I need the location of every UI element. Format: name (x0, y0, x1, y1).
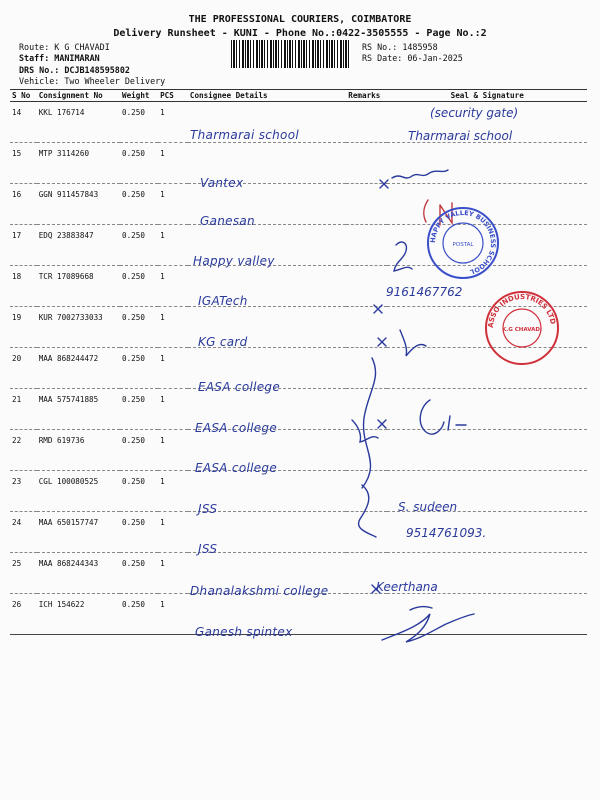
industries-stamp (484, 290, 560, 366)
pcs-cell-text: 1 (160, 395, 165, 404)
weight-cell-text: 0.250 (122, 108, 145, 117)
handwritten-note: S. sudeen (398, 500, 458, 514)
sno-cell-text: 15 (12, 149, 22, 158)
consignment-cell-text: MAA 868244472 (38, 354, 99, 363)
rs-date: RS Date: 06-Jan-2025 (362, 53, 463, 63)
weight-cell-text: 0.250 (122, 436, 145, 445)
sno-cell-text: 21 (12, 395, 22, 404)
handwritten-name: EASA college (195, 421, 278, 435)
consignment-cell-text: KKL 176714 (38, 108, 85, 117)
sno-cell-text: 23 (12, 477, 22, 486)
pcs-cell-text: 1 (160, 272, 165, 281)
weight-cell-text: 0.250 (122, 395, 145, 404)
sno-cell-text: 25 (12, 559, 22, 568)
pcs-cell-text: 1 (160, 149, 165, 158)
industries-stamp-text: ASSO INDUSTRIES LTD (486, 292, 557, 329)
pcs-cell-text: 1 (160, 354, 165, 363)
weight-cell-text: 0.250 (122, 477, 145, 486)
sno-cell-text: 26 (12, 600, 22, 609)
sno-cell-text: 18 (12, 272, 22, 281)
col-consignee: Consignee Details (188, 90, 346, 102)
consignment-cell-text: ICH 154622 (38, 600, 85, 609)
pcs-cell-text: 1 (160, 190, 165, 199)
runsheet-subtitle: Delivery Runsheet - KUNI - Phone No.:0422-3505555 - Page No.:2 (113, 28, 487, 39)
handwritten-name: Tharmarai school (190, 128, 299, 142)
consignment-cell-text: MAA 575741885 (38, 395, 99, 404)
consignment-cell-text: TCR 17089668 (38, 272, 94, 281)
rs-number: RS No.: 1485958 (362, 42, 438, 52)
sno-cell-text: 24 (12, 518, 22, 527)
handwritten-name: JSS (198, 502, 218, 516)
pcs-cell-text: 1 (160, 477, 165, 486)
consignment-cell-text: RMD 619736 (38, 436, 85, 445)
weight-cell-text: 0.250 (122, 149, 145, 158)
pcs-cell-text: 1 (160, 231, 165, 240)
consignment-cell-text: MTP 3114260 (38, 149, 90, 158)
consignment-cell-text: CGL 100080525 (38, 477, 99, 486)
sno-cell-text: 19 (12, 313, 22, 322)
company-title: THE PROFESSIONAL COURIERS, COIMBATORE (188, 14, 412, 25)
handwritten-name: Vantex (200, 176, 244, 190)
pcs-cell-text: 1 (160, 108, 165, 117)
industries-stamp-inner: K.G CHAVADI (501, 327, 543, 333)
handwritten-name: Happy valley (193, 254, 275, 268)
handwritten-name: EASA college (195, 461, 278, 475)
school-stamp (426, 206, 500, 280)
sno-cell-text: 20 (12, 354, 22, 363)
handwritten-note: Tharmarai school (408, 129, 513, 143)
sno-cell-text: 22 (12, 436, 22, 445)
weight-cell-text: 0.250 (122, 559, 145, 568)
consignment-cell-text: EDQ 23883847 (38, 231, 94, 240)
weight-cell-text: 0.250 (122, 231, 145, 240)
weight-cell-text: 0.250 (122, 313, 145, 322)
handwritten-note: (security gate) (430, 106, 519, 120)
handwritten-name: IGATech (198, 294, 248, 308)
col-pcs: PCS (158, 90, 188, 102)
weight-cell-text: 0.250 (122, 354, 145, 363)
handwritten-name: Dhanalakshmi college (190, 584, 329, 598)
weight-cell-text: 0.250 (122, 190, 145, 199)
drs-number: DRS No.: DCJB148595802 (19, 65, 130, 75)
school-stamp-text: HAPPY VALLEY BUSINESS SCHOOL (428, 208, 498, 277)
weight-cell-text: 0.250 (122, 600, 145, 609)
handwritten-name: Ganesh spintex (195, 625, 293, 639)
pcs-cell-text: 1 (160, 559, 165, 568)
handwritten-name: EASA college (198, 380, 281, 394)
col-seal: Seal & Signature (387, 90, 587, 102)
consignment-cell-text: GGN 911457843 (38, 190, 99, 199)
handwritten-note: 9514761093. (406, 526, 487, 540)
col-weight: Weight (120, 90, 158, 102)
sno-cell-text: 14 (12, 108, 22, 117)
staff-label: Staff: MANIMARAN (19, 53, 100, 63)
pcs-cell-text: 1 (160, 436, 165, 445)
col-remarks: Remarks (346, 90, 387, 102)
pcs-cell-text: 1 (160, 600, 165, 609)
handwritten-name: Ganesan (200, 214, 255, 228)
school-stamp-inner: POSTAL (452, 242, 474, 248)
vehicle-label: Vehicle: Two Wheeler Delivery (19, 76, 166, 86)
handwritten-name: KG card (198, 335, 248, 349)
consignment-cell-text: KUR 7002733033 (38, 313, 103, 322)
sno-cell-text: 17 (12, 231, 22, 240)
col-consignment: Consignment No (37, 90, 120, 102)
consignment-cell-text: MAA 650157747 (38, 518, 99, 527)
pcs-cell-text: 1 (160, 518, 165, 527)
col-sno: S No (10, 90, 37, 102)
handwritten-name: JSS (198, 542, 218, 556)
handwritten-note: 9161467762 (386, 285, 463, 299)
weight-cell-text: 0.250 (122, 272, 145, 281)
handwritten-note: Keerthana (376, 580, 438, 594)
consignment-cell-text: MAA 868244343 (38, 559, 99, 568)
sno-cell-text: 16 (12, 190, 22, 199)
route-label: Route: K G CHAVADI (19, 42, 110, 52)
pcs-cell-text: 1 (160, 313, 165, 322)
weight-cell-text: 0.250 (122, 518, 145, 527)
svg-text:ASSO INDUSTRIES LTD (487, 293, 557, 328)
